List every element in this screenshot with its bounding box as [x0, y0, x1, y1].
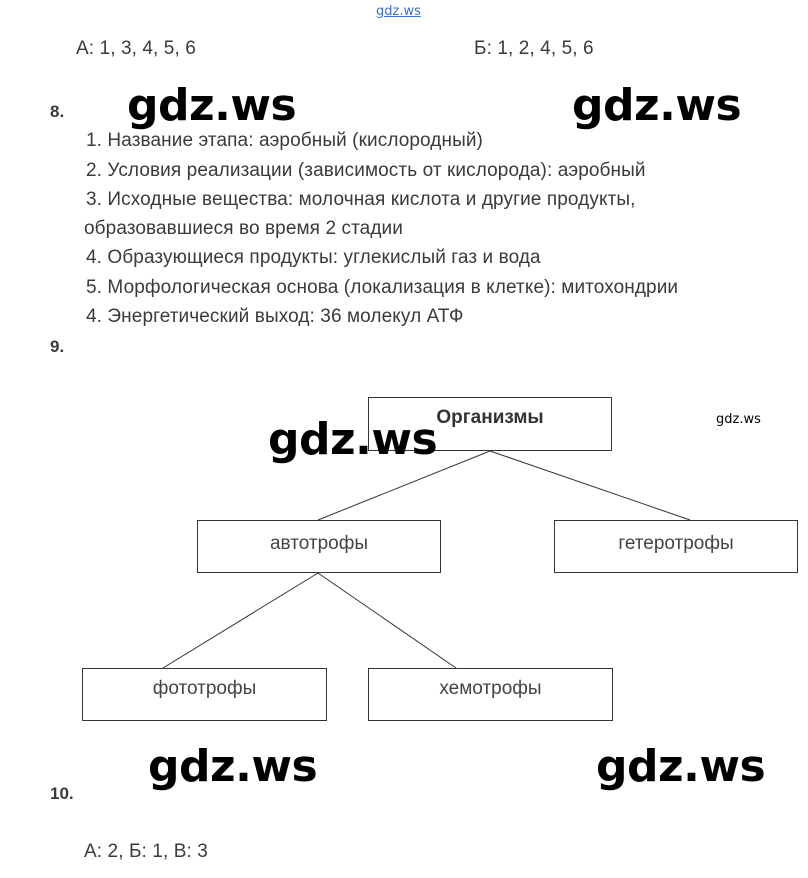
q8-line-3-cont: образовавшиеся во время 2 стадии — [84, 218, 403, 239]
question-9-number: 9. — [50, 337, 65, 356]
connector-autotrophs-phototrophs — [163, 573, 318, 668]
watermark: gdz.ws — [572, 80, 742, 131]
watermark: gdz.ws — [596, 741, 766, 792]
q8-line-3: 3. Исходные вещества: молочная кислота и другие продукты, — [86, 189, 636, 210]
question-8-number: 8. — [50, 102, 65, 121]
watermark-small: gdz.ws — [716, 412, 761, 427]
watermark-top: gdz.ws — [376, 4, 421, 19]
diagram-node-heterotrophs: гетеротрофы — [554, 520, 798, 573]
q8-line-2: 2. Условия реализации (зависимость от кислорода): аэробный — [86, 160, 646, 181]
watermark: gdz.ws — [127, 80, 297, 131]
diagram-node-organisms: Организмы — [368, 397, 612, 451]
diagram-node-chemotrophs: хемотрофы — [368, 668, 613, 721]
q8-line-6: 4. Энергетический выход: 36 молекул АТФ — [86, 306, 464, 327]
diagram-node-autotrophs: автотрофы — [197, 520, 441, 573]
watermark: gdz.ws — [268, 414, 438, 465]
answer-b: Б: 1, 2, 4, 5, 6 — [474, 38, 594, 59]
diagram-node-phototrophs: фототрофы — [82, 668, 327, 721]
answer-a: А: 1, 3, 4, 5, 6 — [76, 38, 196, 59]
connector-root-heterotrophs — [490, 451, 690, 520]
question-10-number: 10. — [50, 784, 74, 803]
q8-line-5: 5. Морфологическая основа (локализация в клетке): митохондрии — [86, 277, 679, 298]
q10-answer: А: 2, Б: 1, В: 3 — [84, 841, 208, 862]
watermark: gdz.ws — [148, 741, 318, 792]
q8-line-4: 4. Образующиеся продукты: углекислый газ и вода — [86, 247, 541, 268]
connector-autotrophs-chemotrophs — [318, 573, 456, 668]
q8-line-1: 1. Название этапа: аэробный (кислородный) — [86, 130, 483, 151]
